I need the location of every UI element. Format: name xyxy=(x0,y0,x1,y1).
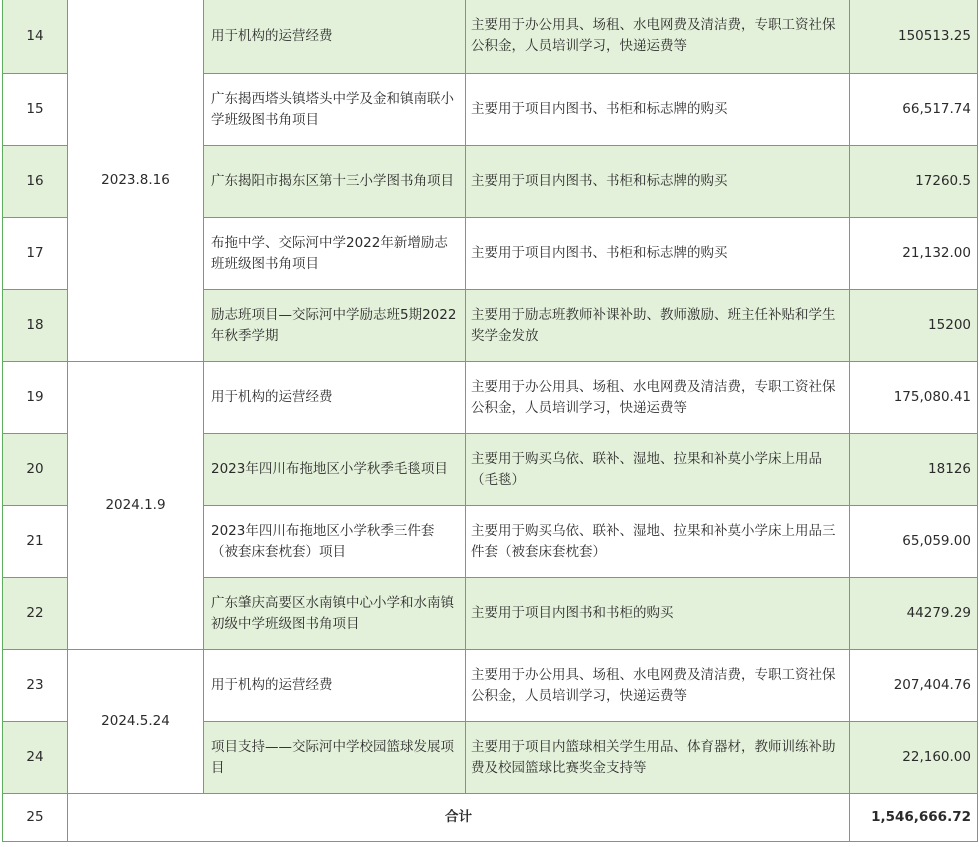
row-number: 23 xyxy=(3,650,68,722)
row-number: 16 xyxy=(3,146,68,218)
project-name: 项目支持——交际河中学校园篮球发展项目 xyxy=(204,722,466,794)
total-row-number: 25 xyxy=(3,794,68,842)
date-cell: 2023.8.16 xyxy=(68,0,204,362)
usage-description: 主要用于办公用具、场租、水电网费及清洁费，专职工资社保公积金，人员培训学习，快递运费等 xyxy=(466,0,850,74)
project-name: 励志班项目—交际河中学励志班5期2022年秋季学期 xyxy=(204,290,466,362)
row-number: 15 xyxy=(3,74,68,146)
project-name: 用于机构的运营经费 xyxy=(204,362,466,434)
amount: 21,132.00 xyxy=(850,218,978,290)
donation-expenditure-table xyxy=(2,0,978,842)
usage-description: 主要用于项目内图书、书柜和标志牌的购买 xyxy=(466,146,850,218)
row-number: 14 xyxy=(3,0,68,74)
amount: 18126 xyxy=(850,434,978,506)
project-name: 广东肇庆高要区水南镇中心小学和水南镇初级中学班级图书角项目 xyxy=(204,578,466,650)
amount: 175,080.41 xyxy=(850,362,978,434)
project-name: 2023年四川布拖地区小学秋季毛毯项目 xyxy=(204,434,466,506)
project-name: 2023年四川布拖地区小学秋季三件套（被套床套枕套）项目 xyxy=(204,506,466,578)
project-name: 用于机构的运营经费 xyxy=(204,650,466,722)
amount: 17260.5 xyxy=(850,146,978,218)
row-number: 17 xyxy=(3,218,68,290)
project-name: 广东揭阳市揭东区第十三小学图书角项目 xyxy=(204,146,466,218)
date-cell: 2024.1.9 xyxy=(68,362,204,650)
amount: 65,059.00 xyxy=(850,506,978,578)
total-label: 合计 xyxy=(68,794,850,842)
row-number: 21 xyxy=(3,506,68,578)
row-number: 24 xyxy=(3,722,68,794)
row-number: 22 xyxy=(3,578,68,650)
usage-description: 主要用于项目内图书、书柜和标志牌的购买 xyxy=(466,218,850,290)
amount: 44279.29 xyxy=(850,578,978,650)
usage-description: 主要用于办公用具、场租、水电网费及清洁费，专职工资社保公积金，人员培训学习，快递运费等 xyxy=(466,650,850,722)
amount: 22,160.00 xyxy=(850,722,978,794)
amount: 150513.25 xyxy=(850,0,978,74)
amount: 66,517.74 xyxy=(850,74,978,146)
project-name: 用于机构的运营经费 xyxy=(204,0,466,74)
row-number: 20 xyxy=(3,434,68,506)
usage-description: 主要用于项目内篮球相关学生用品、体育器材，教师训练补助费及校园篮球比赛奖金支持等 xyxy=(466,722,850,794)
amount: 15200 xyxy=(850,290,978,362)
usage-description: 主要用于办公用具、场租、水电网费及清洁费，专职工资社保公积金，人员培训学习，快递运费等 xyxy=(466,362,850,434)
date-cell: 2024.5.24 xyxy=(68,650,204,794)
usage-description: 主要用于购买乌依、联补、湿地、拉果和补莫小学床上用品（毛毯） xyxy=(466,434,850,506)
project-name: 布拖中学、交际河中学2022年新增励志班班级图书角项目 xyxy=(204,218,466,290)
row-number: 18 xyxy=(3,290,68,362)
project-name: 广东揭西塔头镇塔头中学及金和镇南联小学班级图书角项目 xyxy=(204,74,466,146)
row-number: 19 xyxy=(3,362,68,434)
usage-description: 主要用于项目内图书、书柜和标志牌的购买 xyxy=(466,74,850,146)
usage-description: 主要用于购买乌依、联补、湿地、拉果和补莫小学床上用品三件套（被套床套枕套） xyxy=(466,506,850,578)
usage-description: 主要用于项目内图书和书柜的购买 xyxy=(466,578,850,650)
total-amount: 1,546,666.72 xyxy=(850,794,978,842)
usage-description: 主要用于励志班教师补课补助、教师激励、班主任补贴和学生奖学金发放 xyxy=(466,290,850,362)
amount: 207,404.76 xyxy=(850,650,978,722)
